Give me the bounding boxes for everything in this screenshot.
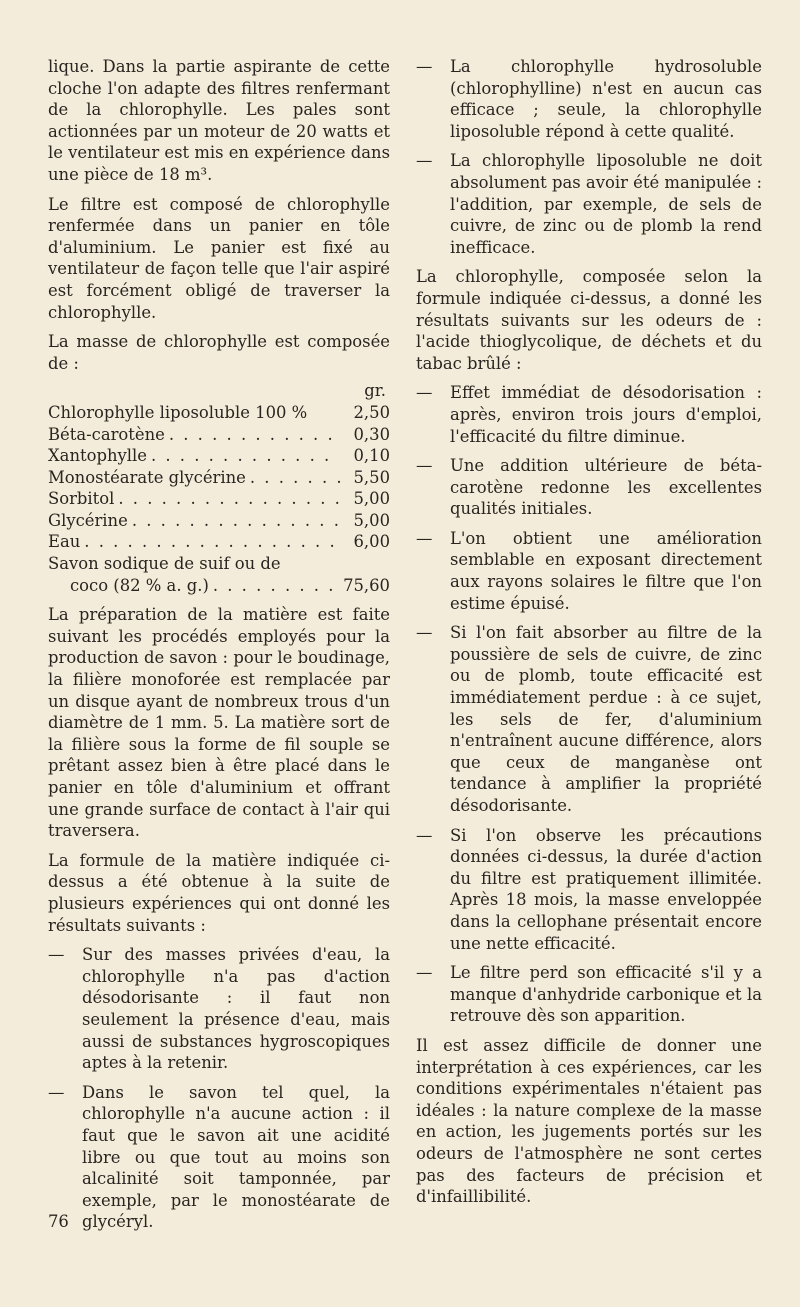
- dash-item: — Le filtre perd son efficacité s'il y a manque d'anhydride carbonique et la retrouve dès son apparition.: [416, 962, 762, 1027]
- leader-dots: [84, 531, 340, 553]
- recipe-row: [48, 424, 390, 446]
- recipe-row: [48, 531, 390, 553]
- recipe-row: [48, 575, 390, 597]
- ingredient-value: 5,00: [353, 489, 390, 509]
- dash-item: — La chlorophylle liposoluble ne doit absolument pas avoir été manipulée : l'addition, par exemple, de sels de cuivre, de zinc ou de plomb la rend inefficace.: [416, 150, 762, 258]
- ingredient-value: 75,60: [343, 575, 390, 595]
- recipe-row: [48, 553, 390, 575]
- left-column: [48, 56, 390, 1241]
- dash-item: — Si l'on observe les précautions données ci-dessus, la durée d'action du filtre est pratiquement illimitée. Après 18 mois, la masse enveloppée dans la cellophane présentait encore une nette efficacité.: [416, 825, 762, 955]
- dash-item: — La chlorophylle hydrosoluble (chlorophylline) n'est en aucun cas efficace ; seule, la chlorophylle liposoluble répond à cette qualité.: [416, 56, 762, 142]
- dash-item: — Si l'on fait absorber au filtre de la poussière de sels de cuivre, de zinc ou de plomb, toute efficacité est immédiatement perdue : à ce sujet, les sels de fer, d'aluminium n'entraînent aucune différence, alors que ceux de manganèse ont tendance à amplifier la propriété désodorisante.: [416, 622, 762, 816]
- right-column: [416, 56, 762, 1216]
- recipe-row: [48, 510, 390, 532]
- recipe-row: [48, 445, 390, 467]
- leader-dots: [169, 424, 340, 446]
- leader-dots: [151, 445, 340, 467]
- ingredient-name: Monostéarate glycérine: [48, 467, 246, 487]
- ingredient-value: 0,10: [353, 446, 390, 466]
- leader-dots: [118, 488, 340, 510]
- ingredient-value: 2,50: [353, 402, 390, 422]
- dash-item: — Effet immédiat de désodorisation : après, environ trois jours d'emploi, l'efficacité du filtre diminue.: [416, 382, 762, 447]
- recipe-row: [48, 488, 390, 510]
- dash-item: — Une addition ultérieure de béta-carotène redonne les excellentes qualités initiales.: [416, 455, 762, 520]
- leader-dots: [132, 510, 340, 532]
- paragraph: La préparation de la matière est faite suivant les procédés employés pour la production de savon : pour le boudinage, la filière monoforée est remplacée par un disque ayant de nombreux trous d'un diamètre de 1 mm. 5. La matière sort de la filière sous la forme de fil souple se prêtant assez bien à être placé dans le panier en tôle d'aluminium et offrant une grande surface de contact à l'air qui traversera.: [48, 605, 390, 841]
- page-number: 76: [48, 1212, 69, 1231]
- ingredient-value: 0,30: [353, 424, 390, 444]
- ingredient-name-continued: coco (82 % a. g.): [70, 575, 209, 595]
- ingredient-value: 6,00: [353, 532, 390, 552]
- dash-item: — L'on obtient une amélioration semblable en exposant directement aux rayons solaires le filtre que l'on estime épuisé.: [416, 528, 762, 614]
- paragraph: La formule de la matière indiquée ci-dessus a été obtenue à la suite de plusieurs expériences qui ont donné les résultats suivants :: [48, 850, 390, 935]
- ingredient-name: Savon sodique de suif ou de: [48, 554, 281, 574]
- recipe-row: [48, 467, 390, 489]
- leader-dots: [213, 575, 339, 597]
- paragraph: lique. Dans la partie aspirante de cette cloche l'on adapte des filtres renfermant de la chlorophylle. Les pales sont actionnées par un moteur de 20 watts et le ventilateur est mis en expérience dans une pièce de 18 m³.: [48, 57, 390, 184]
- paragraph: La chlorophylle, composée selon la formule indiquée ci-dessus, a donné les résultats suivants sur les odeurs de : l'acide thioglycolique, de déchets et du tabac brûlé :: [416, 267, 762, 373]
- ingredient-name: Sorbitol: [48, 489, 115, 509]
- paragraph: La masse de chlorophylle est composée de :: [48, 332, 390, 373]
- ingredient-name: Eau: [48, 532, 81, 552]
- dash-item: — Dans le savon tel quel, la chlorophylle n'a aucune action : il faut que le savon ait une acidité libre ou que tout au moins son alcalinité soit tamponnée, par exemple, par le monostéarate de glycéryl.: [48, 1082, 390, 1233]
- paragraph: Il est assez difficile de donner une interprétation à ces expériences, car les conditions expérimentales n'étaient pas idéales : la nature complexe de la masse en action, les jugements portés sur les odeurs de l'atmosphère ne sont certes pas des facteurs de précision et d'infaillibilité.: [416, 1035, 762, 1207]
- paragraph: Le filtre est composé de chlorophylle renfermée dans un panier en tôle d'aluminium. Le panier est fixé au ventilateur de façon telle que l'air aspiré est forcément obligé de traverser la chlorophylle.: [48, 194, 390, 322]
- recipe-row: [48, 402, 390, 424]
- ingredient-name: Xantophylle: [48, 446, 147, 466]
- recipe-table: [48, 380, 390, 596]
- ingredient-value: 5,00: [353, 510, 390, 530]
- ingredient-name: Glycérine: [48, 510, 128, 530]
- dash-item: — Sur des masses privées d'eau, la chlorophylle n'a pas d'action désodorisante : il faut non seulement la présence d'eau, mais aussi de substances hygroscopiques aptes à la retenir.: [48, 944, 390, 1074]
- ingredient-name: Chlorophylle liposoluble 100 %: [48, 402, 308, 422]
- recipe-unit-label: gr.: [364, 381, 386, 401]
- ingredient-value: 5,50: [353, 467, 390, 487]
- leader-dots: [250, 467, 340, 489]
- ingredient-name: Béta-carotène: [48, 424, 165, 444]
